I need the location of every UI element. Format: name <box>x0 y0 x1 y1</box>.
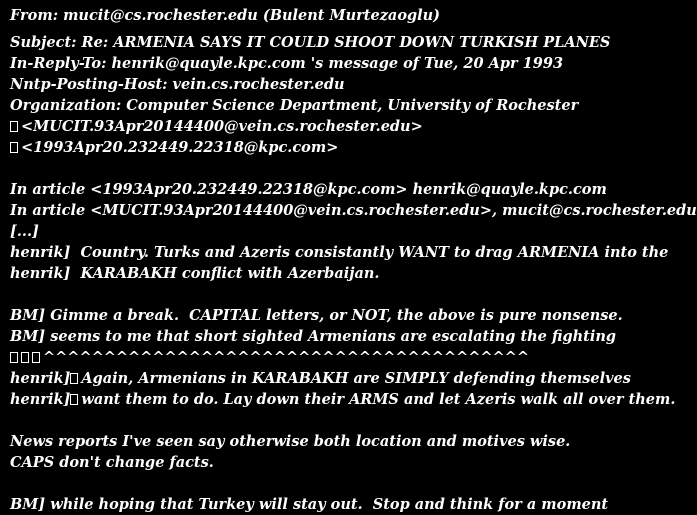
quote-bm-3: BM] while hoping that Turkey will stay out. Stop and think for a moment <box>10 496 609 513</box>
quote-bm-1: BM] Gimme a break. CAPITAL letters, or NOT, the above is pure nonsense. <box>10 307 623 324</box>
missing-glyph-icon <box>10 352 18 363</box>
quote-henrik-1: henrik] Country. Turks and Azeris consistantly WANT to drag ARMENIA into the <box>10 244 669 261</box>
reply-paragraph-1: News reports I've seen say otherwise both location and motives wise. <box>10 433 571 450</box>
missing-glyph-icon <box>10 142 18 153</box>
quote-prefix: henrik] <box>10 370 71 387</box>
reference-2-text: <1993Apr20.232449.22318@kpc.com> <box>21 139 339 156</box>
quote-henrik-4 <box>10 390 675 410</box>
header-in-reply-to: In-Reply-To: henrik@quayle.kpc.com 's message of Tue, 20 Apr 1993 <box>10 55 564 72</box>
quote-henrik-3-text: Again, Armenians in KARABAKH are SIMPLY defending themselves <box>81 370 631 387</box>
reply-paragraph-2: CAPS don't change facts. <box>10 454 214 471</box>
missing-glyph-icon <box>21 352 29 363</box>
quote-henrik-4-text: want them to do. Lay down their ARMS and let Azeris walk all over them. <box>81 391 676 408</box>
header-reference-1 <box>10 117 423 137</box>
header-subject: Subject: Re: ARMENIA SAYS IT COULD SHOOT DOWN TURKISH PLANES <box>10 34 611 51</box>
quote-bm-2: BM] seems to me that short sighted Armenians are escalating the fighting <box>10 328 617 345</box>
header-nntp-host: Nntp-Posting-Host: vein.cs.rochester.edu <box>10 76 345 93</box>
missing-glyph-icon <box>32 352 40 363</box>
attribution-2: In article <MUCIT.93Apr20144400@vein.cs.rochester.edu>, mucit@cs.rochester.edu <box>10 202 697 219</box>
header-reference-2 <box>10 138 338 158</box>
attribution-1: In article <1993Apr20.232449.22318@kpc.com> henrik@quayle.kpc.com <box>10 181 607 198</box>
reference-1-text: <MUCIT.93Apr20144400@vein.cs.rochester.edu> <box>21 118 423 135</box>
missing-glyph-icon <box>70 373 78 384</box>
quote-henrik-2: henrik] KARABAKH conflict with Azerbaijan. <box>10 265 380 282</box>
caret-text: ^^^^^^^^^^^^^^^^^^^^^^^^^^^^^^^^^^^^^^^^ <box>43 349 529 366</box>
header-organization: Organization: Computer Science Department, University of Rochester <box>10 97 579 114</box>
quote-prefix: henrik] <box>10 391 71 408</box>
caret-line <box>10 348 529 368</box>
missing-glyph-icon <box>10 121 18 132</box>
ellipsis: [...] <box>10 223 39 240</box>
missing-glyph-icon <box>70 394 78 405</box>
quote-henrik-3 <box>10 369 631 389</box>
header-from: From: mucit@cs.rochester.edu (Bulent Murtezaoglu) <box>10 7 441 24</box>
